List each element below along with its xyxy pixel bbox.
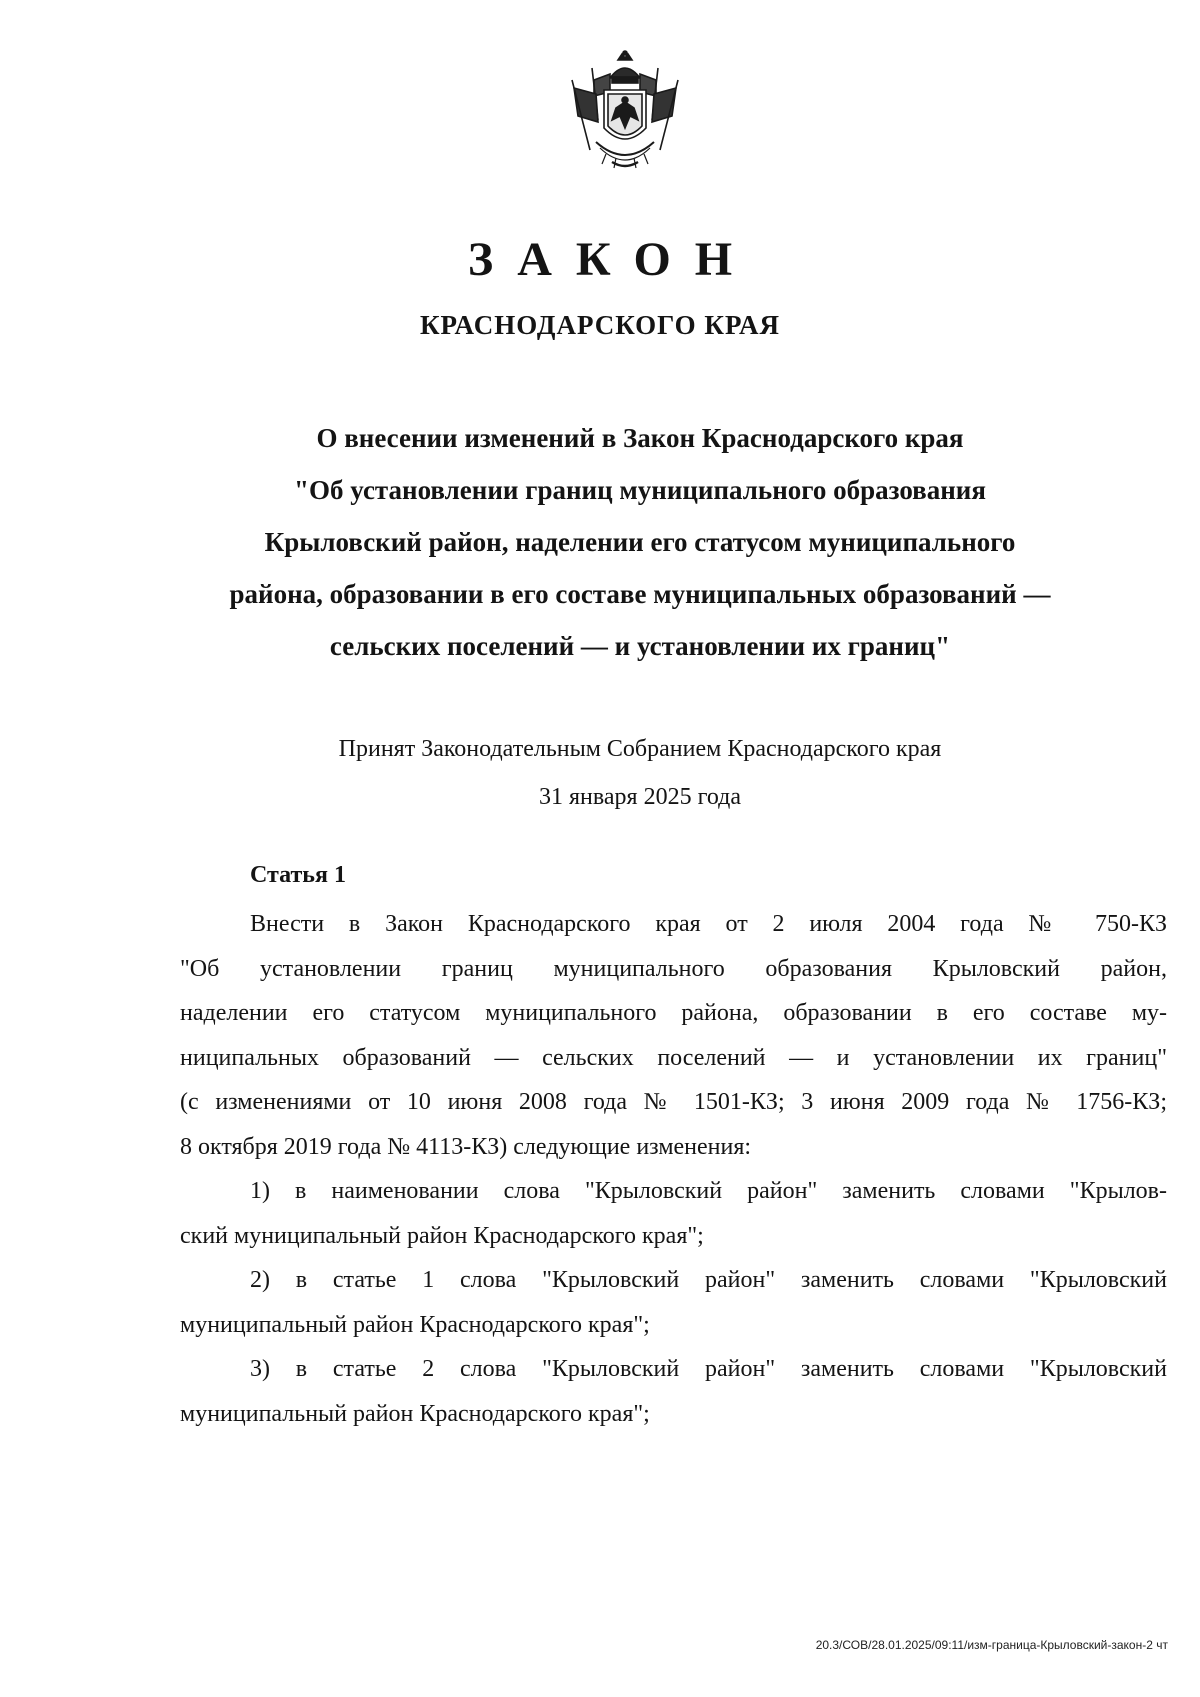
list-item-line: муниципальный район Краснодарского края"; xyxy=(180,1311,650,1338)
adoption-body: Принят Законодательным Собранием Краснодарского края xyxy=(338,736,942,762)
article-body xyxy=(180,902,1167,1436)
law-title-line: О внесении изменений в Закон Краснодарского края xyxy=(316,423,964,453)
document-registry-code: 20.3/СОВ/28.01.2025/09:11/изм-граница-Крыловский-закон-2 чт xyxy=(815,1638,1168,1652)
paragraph-line: 8 октября 2019 года № 4113-КЗ) следующие изменения: xyxy=(180,1133,752,1160)
paragraph-line: ниципальных образований — сельских поселений — и установлении их границ" xyxy=(180,1044,1167,1071)
law-title-line: района, образовании в его составе муниципальных образований — xyxy=(229,579,1051,609)
krasnodar-krai-coat-of-arms-icon xyxy=(566,50,684,175)
article-heading: Статья 1 xyxy=(250,862,346,888)
issuing-region-heading: КРАСНОДАРСКОГО КРАЯ xyxy=(419,310,781,340)
paragraph-line: Внести в Закон Краснодарского края от 2 июля 2004 года № 750-КЗ xyxy=(250,911,1167,937)
paragraph-line: (с изменениями от 10 июня 2008 года № 1501-КЗ; 3 июня 2009 года № 1756-КЗ; xyxy=(180,1089,1167,1115)
list-item-line: 3) в статье 2 слова "Крыловский район" заменить словами "Крыловский xyxy=(250,1356,1167,1382)
list-item-line: 1) в наименовании слова "Крыловский район" заменить словами "Крылов- xyxy=(250,1178,1167,1204)
law-title-line: Крыловский район, наделении его статусом муниципального xyxy=(264,527,1016,557)
list-item-line: ский муниципальный район Краснодарского края"; xyxy=(180,1222,704,1249)
law-title xyxy=(140,412,1140,672)
law-title-line: сельских поселений — и установлении их границ" xyxy=(329,631,951,661)
list-item-line: муниципальный район Краснодарского края"; xyxy=(180,1400,650,1427)
list-item-line: 2) в статье 1 слова "Крыловский район" заменить словами "Крыловский xyxy=(250,1267,1167,1293)
adoption-date: 31 января 2025 года xyxy=(538,784,741,810)
paragraph-line: наделении его статусом муниципального района, образовании в его составе му- xyxy=(180,1000,1167,1026)
paragraph-line: "Об установлении границ муниципального образования Крыловский район, xyxy=(180,955,1167,982)
law-title-line: "Об установлении границ муниципального образования xyxy=(294,475,986,505)
adoption-note xyxy=(140,725,1140,821)
document-type-heading: ЗАКОН xyxy=(467,233,757,286)
